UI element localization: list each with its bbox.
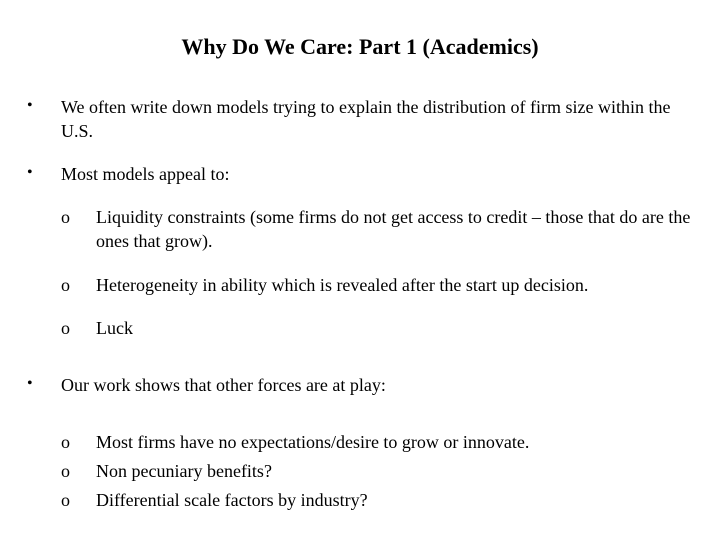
sub-bullet-marker: o [61,275,70,295]
sub-item-text: Most firms have no expectations/desire to grow or innovate. [96,432,530,452]
sub-bullet-marker: o [61,432,70,452]
sub-item-text: Heterogeneity in ability which is revealed after the start up decision. [96,275,589,295]
sub-bullet-marker: o [61,207,70,227]
sub-item-text: Differential scale factors by industry? [96,490,368,510]
sub-bullet-marker: o [61,318,70,338]
slide-title: Why Do We Care: Part 1 (Academics) [181,34,539,59]
bullet-text-2: Most models appeal to: [61,164,230,184]
sub-item-text: Luck [96,318,133,338]
bullet-text-3: Our work shows that other forces are at play: [61,375,386,395]
sub-item-text: Non pecuniary benefits? [96,461,272,481]
bullet-marker: • [27,375,33,392]
sub-bullet-marker: o [61,461,70,481]
sub-item-text: Liquidity constraints (some firms do not get access to credit – those that do are the ones that grow). [96,207,691,251]
sub-bullet-marker: o [61,490,70,510]
bullet-text-1: We often write down models trying to explain the distribution of firm size within the U.S. [61,97,671,141]
bullet-marker: • [27,164,33,181]
bullet-marker: • [27,97,33,114]
